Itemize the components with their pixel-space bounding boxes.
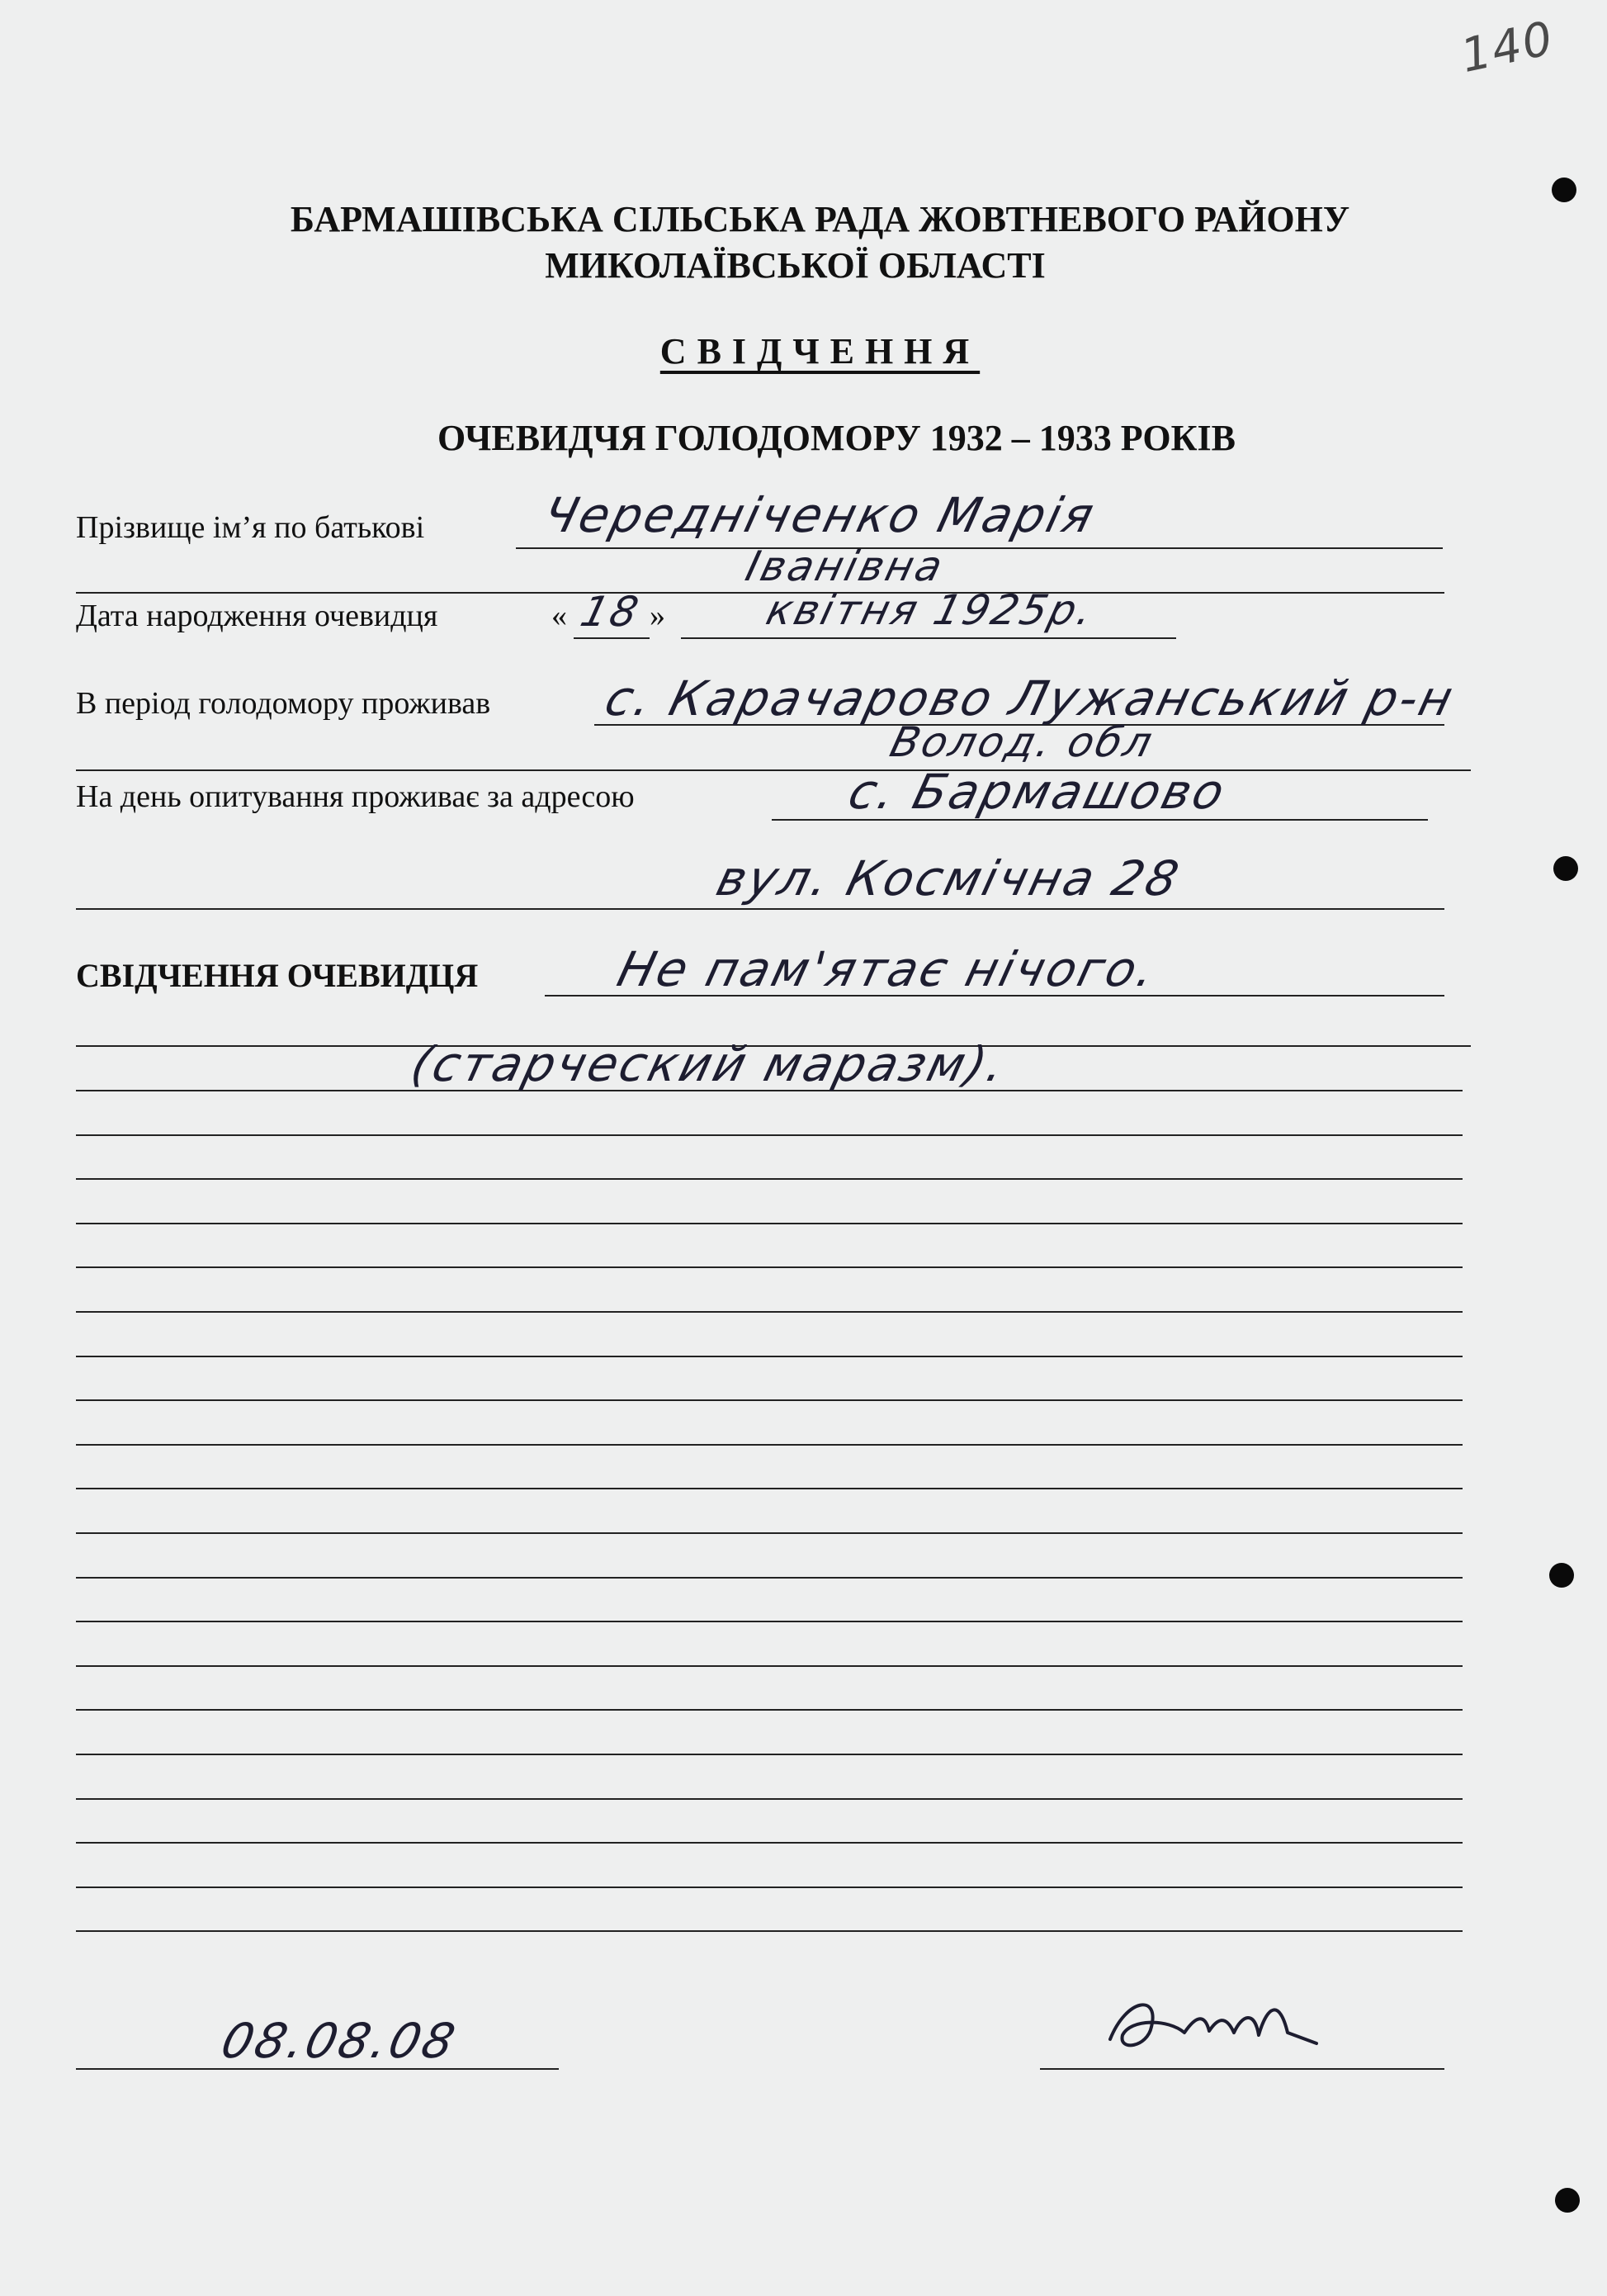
- current-address-label: На день опитування проживає за адресою: [76, 779, 635, 814]
- ruled-line: [76, 1266, 1463, 1268]
- signature-line: [1040, 2068, 1444, 2070]
- ruled-line: [76, 1444, 1463, 1446]
- name-line-2: [76, 592, 1444, 594]
- birth-close-quote: »: [650, 599, 665, 633]
- ruled-line: [76, 1311, 1463, 1313]
- ruled-line: [76, 1488, 1463, 1489]
- birth-day-value: 18: [575, 588, 645, 636]
- ruled-line: [76, 1842, 1463, 1844]
- famine-residence-label: В період голодомору проживав: [76, 686, 491, 721]
- name-line: [516, 547, 1443, 549]
- testimony-text: Не пам'ятає нічого.: [612, 941, 1164, 997]
- region-name: МИКОЛАЇВСЬКОЇ ОБЛАСТІ: [545, 245, 1046, 286]
- birth-date-value: квітня 1925р.: [761, 586, 1100, 634]
- ruled-line: [76, 1709, 1463, 1711]
- handwritten-signature: [1102, 1981, 1358, 2064]
- council-name: БАРМАШІВСЬКА СІЛЬСЬКА РАДА ЖОВТНЕВОГО РАЙОНУ: [290, 199, 1350, 239]
- testimony-label: СВІДЧЕННЯ ОЧЕВИДЦЯ: [76, 957, 479, 994]
- ruled-line: [76, 1532, 1463, 1534]
- binder-hole: [1549, 1563, 1574, 1588]
- page-number: 140: [1456, 11, 1559, 84]
- ruled-line: [76, 1399, 1463, 1401]
- document-subtitle: ОЧЕВИДЧЯ ГОЛОДОМОРУ 1932 – 1933 РОКІВ: [437, 418, 1236, 458]
- footer-date: 08.08.08: [215, 2013, 463, 2069]
- ruled-line: [76, 1930, 1463, 1932]
- ruled-line: [76, 1356, 1463, 1357]
- current-address-street: вул. Космічна 28: [711, 850, 1187, 907]
- binder-hole: [1553, 856, 1578, 881]
- binder-hole: [1555, 2188, 1580, 2213]
- ruled-line: [76, 1223, 1463, 1224]
- famine-residence-line-2: [76, 769, 1471, 771]
- ruled-line: [76, 1754, 1463, 1755]
- ruled-line: [76, 1178, 1463, 1180]
- birth-date-label: Дата народження очевидця: [76, 599, 438, 633]
- ruled-line: [76, 1798, 1463, 1800]
- name-label: Прізвище ім’я по батькові: [76, 510, 425, 545]
- birth-date-line: [681, 637, 1176, 639]
- name-value: Чередніченко Марія: [537, 487, 1102, 543]
- birth-day-line: [574, 637, 650, 639]
- testimony-text-2: (старческий маразм).: [405, 1036, 1014, 1092]
- ruled-line: [76, 1665, 1463, 1667]
- birth-open-quote: «: [551, 599, 567, 633]
- famine-residence-value: с. Карачарово Лужанський р-н: [599, 670, 1461, 727]
- current-address-village: с. Бармашово: [843, 764, 1232, 820]
- document-title: СВІДЧЕННЯ: [659, 331, 981, 372]
- famine-residence-region: Волод. обл: [885, 718, 1160, 766]
- current-address-line-2: [76, 908, 1444, 910]
- ruled-line: [76, 1887, 1463, 1888]
- ruled-line: [76, 1134, 1463, 1136]
- ruled-line: [76, 1577, 1463, 1579]
- name-value-patronymic: Іванівна: [740, 542, 950, 590]
- ruled-line: [76, 1621, 1463, 1622]
